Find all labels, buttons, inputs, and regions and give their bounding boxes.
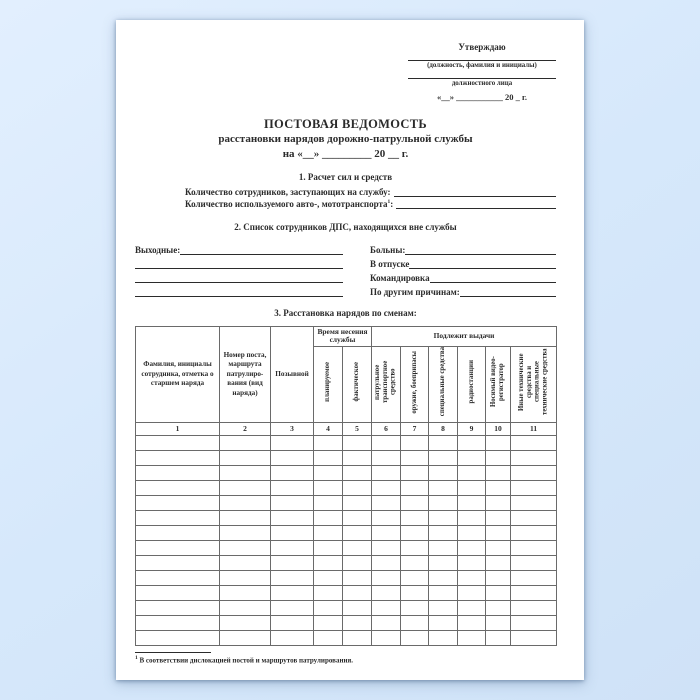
table-cell xyxy=(486,540,511,555)
column-number: 10 xyxy=(486,422,511,435)
table-cell xyxy=(429,510,458,525)
group-header-to-issue: Подлежит выдачи xyxy=(372,326,557,346)
table-cell xyxy=(401,525,429,540)
table-cell xyxy=(372,525,401,540)
table-cell xyxy=(136,585,220,600)
absence-row-vacation xyxy=(370,255,556,269)
table-cell xyxy=(372,540,401,555)
table-cell xyxy=(458,555,486,570)
table-cell xyxy=(511,570,557,585)
table-cell xyxy=(220,555,271,570)
table-cell xyxy=(271,465,314,480)
table-cell xyxy=(458,465,486,480)
table-cell xyxy=(486,570,511,585)
table-cell xyxy=(136,465,220,480)
table-cell xyxy=(136,480,220,495)
column-number: 2 xyxy=(220,422,271,435)
table-row xyxy=(136,570,557,585)
table-cell xyxy=(220,450,271,465)
table-cell xyxy=(486,600,511,615)
table-cell xyxy=(511,525,557,540)
table-cell xyxy=(220,480,271,495)
table-cell xyxy=(458,450,486,465)
table-cell xyxy=(343,570,372,585)
table-cell xyxy=(136,525,220,540)
table-cell xyxy=(458,585,486,600)
table-cell xyxy=(458,480,486,495)
table-cell xyxy=(401,615,429,630)
table-cell xyxy=(511,585,557,600)
col-header-video-recorder: Носимый видео-регистратор xyxy=(486,346,511,422)
table-cell xyxy=(136,435,220,450)
table-cell xyxy=(429,570,458,585)
table-cell xyxy=(429,555,458,570)
table-cell xyxy=(511,435,557,450)
table-cell xyxy=(343,585,372,600)
table-cell xyxy=(372,585,401,600)
table-cell xyxy=(314,510,343,525)
table-cell xyxy=(314,540,343,555)
footnote-text-line xyxy=(135,655,556,664)
absence-row-trip xyxy=(370,269,556,283)
table-cell xyxy=(343,525,372,540)
table-cell xyxy=(511,510,557,525)
table-header xyxy=(136,326,557,435)
approve-caption-position: (должность, фамилия и инициалы) xyxy=(427,62,537,70)
document-title-line1: ПОСТОВАЯ ВЕДОМОСТЬ xyxy=(264,117,427,132)
document-page xyxy=(116,20,584,680)
table-cell xyxy=(314,615,343,630)
table-cell xyxy=(486,465,511,480)
table-cell xyxy=(271,615,314,630)
table-cell xyxy=(511,450,557,465)
table-cell xyxy=(458,540,486,555)
table-cell xyxy=(429,525,458,540)
table-cell xyxy=(271,630,314,645)
table-cell xyxy=(314,600,343,615)
table-cell xyxy=(314,630,343,645)
table-cell xyxy=(343,630,372,645)
table-cell xyxy=(271,570,314,585)
table-cell xyxy=(220,525,271,540)
table-cell xyxy=(220,435,271,450)
table-cell xyxy=(458,435,486,450)
footnote xyxy=(135,652,556,664)
footnote-text: В соответствии дислокацией постой и маршрутов патрулирования. xyxy=(139,656,354,665)
table-cell xyxy=(372,615,401,630)
table-row xyxy=(136,630,557,645)
footnote-rule xyxy=(135,652,211,653)
table-row xyxy=(136,480,557,495)
table-cell xyxy=(372,480,401,495)
table-cell xyxy=(486,480,511,495)
table-cell xyxy=(429,495,458,510)
table-row xyxy=(136,585,557,600)
table-cell xyxy=(136,615,220,630)
table-cell xyxy=(343,510,372,525)
col-header-planned: планируемое xyxy=(314,346,343,422)
column-number: 7 xyxy=(401,422,429,435)
table-cell xyxy=(458,525,486,540)
table-cell xyxy=(271,435,314,450)
table-cell xyxy=(372,495,401,510)
table-cell xyxy=(271,555,314,570)
table-cell xyxy=(511,465,557,480)
table-cell xyxy=(220,495,271,510)
blank-line xyxy=(135,296,343,297)
column-number: 4 xyxy=(314,422,343,435)
col-header-weapons: оружие, боеприпасы xyxy=(401,346,429,422)
col-header-actual: фактическое xyxy=(343,346,372,422)
table-cell xyxy=(271,480,314,495)
field-staff-count xyxy=(185,187,556,197)
table-cell xyxy=(220,540,271,555)
table-cell xyxy=(372,600,401,615)
table-cell xyxy=(429,615,458,630)
blank-line xyxy=(408,53,556,61)
col-header-callsign: Позывной xyxy=(271,326,314,422)
approve-title: Утверждаю xyxy=(458,42,506,52)
col-header-other-technical: Иные технические средства и специальные технические средства xyxy=(511,346,557,422)
col-header-radios: радиостанции xyxy=(458,346,486,422)
table-cell xyxy=(486,555,511,570)
column-number: 8 xyxy=(429,422,458,435)
table-cell xyxy=(401,570,429,585)
column-number: 5 xyxy=(343,422,372,435)
table-cell xyxy=(486,630,511,645)
table-cell xyxy=(220,630,271,645)
table-cell xyxy=(343,495,372,510)
table-row xyxy=(136,465,557,480)
table-cell xyxy=(429,630,458,645)
footnote-marker: 1 xyxy=(387,198,391,205)
absence-blank-row xyxy=(135,283,343,297)
col-header-name: Фамилия, инициалы сотрудника, отметка о старшем наряда xyxy=(136,326,220,422)
table-cell xyxy=(458,495,486,510)
section3-heading: 3. Расстановка нарядов по сменам: xyxy=(274,307,417,318)
table-cell xyxy=(401,465,429,480)
table-row xyxy=(136,540,557,555)
table-cell xyxy=(511,555,557,570)
table-cell xyxy=(401,510,429,525)
table-row xyxy=(136,600,557,615)
shifts-table xyxy=(135,326,557,646)
table-cell xyxy=(220,585,271,600)
table-row xyxy=(136,510,557,525)
approve-caption-official: должностного лица xyxy=(451,79,513,87)
table-cell xyxy=(136,450,220,465)
absence-left-column xyxy=(135,241,343,297)
table-cell xyxy=(271,450,314,465)
table-row xyxy=(136,555,557,570)
table-number-row xyxy=(136,422,557,435)
table-cell xyxy=(372,570,401,585)
approve-block xyxy=(408,42,556,102)
table-cell xyxy=(314,570,343,585)
col-header-post-number: Номер поста, маршрута патрулиро-вания (вид наряда) xyxy=(220,326,271,422)
table-cell xyxy=(401,540,429,555)
table-cell xyxy=(458,510,486,525)
table-cell xyxy=(486,585,511,600)
col-header-patrol-vehicle: патрульное транспортное средство xyxy=(372,346,401,422)
table-cell xyxy=(372,555,401,570)
table-cell xyxy=(136,600,220,615)
column-number: 1 xyxy=(136,422,220,435)
document-title-line2: расстановки нарядов дорожно-патрульной службы xyxy=(218,133,473,146)
table-cell xyxy=(401,555,429,570)
field-staff-count-label: Количество сотрудников, заступающих на службу: xyxy=(185,186,391,197)
footnote-marker: 1 xyxy=(135,654,138,661)
absence-lists xyxy=(135,241,556,297)
absence-blank-row xyxy=(135,269,343,283)
absence-label: Больны: xyxy=(370,244,406,255)
table-cell xyxy=(271,600,314,615)
blank-line xyxy=(396,208,556,209)
table-cell xyxy=(136,570,220,585)
table-cell xyxy=(372,435,401,450)
table-cell xyxy=(486,525,511,540)
table-cell xyxy=(314,480,343,495)
column-number: 9 xyxy=(458,422,486,435)
absence-blank-row xyxy=(135,255,343,269)
table-cell xyxy=(511,480,557,495)
table-cell xyxy=(343,450,372,465)
table-cell xyxy=(429,585,458,600)
table-cell xyxy=(511,600,557,615)
table-cell xyxy=(511,630,557,645)
table-cell xyxy=(314,495,343,510)
table-cell xyxy=(401,435,429,450)
table-cell xyxy=(220,615,271,630)
table-cell xyxy=(136,630,220,645)
table-cell xyxy=(458,570,486,585)
table-cell xyxy=(271,540,314,555)
blank-line xyxy=(408,71,556,79)
table-cell xyxy=(314,525,343,540)
table-cell xyxy=(220,510,271,525)
absence-label: Командировка xyxy=(370,272,430,283)
absence-row-sick xyxy=(370,241,556,255)
table-cell xyxy=(314,465,343,480)
table-cell xyxy=(429,435,458,450)
table-cell xyxy=(458,600,486,615)
table-cell xyxy=(271,510,314,525)
table-row xyxy=(136,525,557,540)
blank-line xyxy=(460,296,556,297)
blank-line xyxy=(394,196,556,197)
table-cell xyxy=(486,615,511,630)
document-title xyxy=(135,116,556,161)
table-cell xyxy=(486,435,511,450)
column-number: 11 xyxy=(511,422,557,435)
absence-label: По другим причинам: xyxy=(370,286,460,297)
table-cell xyxy=(343,600,372,615)
table-cell xyxy=(401,495,429,510)
table-cell xyxy=(314,555,343,570)
table-cell xyxy=(372,510,401,525)
table-cell xyxy=(401,585,429,600)
table-cell xyxy=(486,510,511,525)
table-cell xyxy=(458,615,486,630)
table-cell xyxy=(343,540,372,555)
absence-label: В отпуске xyxy=(370,258,410,269)
table-cell xyxy=(220,600,271,615)
column-number: 6 xyxy=(372,422,401,435)
table-cell xyxy=(314,585,343,600)
table-row xyxy=(136,450,557,465)
document-title-date: на «__» _________ 20 __ г. xyxy=(282,147,409,160)
table-cell xyxy=(372,465,401,480)
field-transport-count-label: Количество используемого авто-, мототранспорта$^1$: xyxy=(185,198,394,209)
table-row xyxy=(136,495,557,510)
table-cell xyxy=(343,615,372,630)
table-cell xyxy=(511,495,557,510)
table-cell xyxy=(220,570,271,585)
table-cell xyxy=(220,465,271,480)
table-cell xyxy=(271,585,314,600)
section1-heading: 1. Расчет сил и средств xyxy=(298,171,393,182)
field-transport-count xyxy=(185,199,556,209)
table-row xyxy=(136,615,557,630)
table-cell xyxy=(401,630,429,645)
table-cell xyxy=(486,450,511,465)
column-number: 3 xyxy=(271,422,314,435)
table-cell xyxy=(136,495,220,510)
table-cell xyxy=(511,540,557,555)
table-cell xyxy=(136,510,220,525)
approve-date-line: «__» ___________ 20 _ г. xyxy=(436,91,528,102)
table-cell xyxy=(429,600,458,615)
table-cell xyxy=(343,465,372,480)
table-cell xyxy=(429,465,458,480)
table-cell xyxy=(401,600,429,615)
table-cell xyxy=(136,555,220,570)
table-cell xyxy=(372,630,401,645)
table-row xyxy=(136,435,557,450)
table-cell xyxy=(401,480,429,495)
table-cell xyxy=(429,480,458,495)
table-cell xyxy=(429,450,458,465)
table-cell xyxy=(343,480,372,495)
group-header-duty-time: Время несения службы xyxy=(314,326,372,346)
table-header-group-row xyxy=(136,326,557,346)
table-cell xyxy=(136,540,220,555)
table-cell xyxy=(486,495,511,510)
table-cell xyxy=(314,450,343,465)
table-cell xyxy=(271,495,314,510)
absence-row-other xyxy=(370,283,556,297)
absence-row-days-off xyxy=(135,241,343,255)
table-cell xyxy=(343,435,372,450)
col-header-special-means: специальные средства xyxy=(429,346,458,422)
section2-heading: 2. Список сотрудников ДПС, находящихся вне службы xyxy=(234,221,457,232)
table-cell xyxy=(343,555,372,570)
table-cell xyxy=(458,630,486,645)
table-cell xyxy=(372,450,401,465)
absence-label: Выходные: xyxy=(135,244,181,255)
absence-right-column xyxy=(370,241,556,297)
table-cell xyxy=(314,435,343,450)
table-cell xyxy=(271,525,314,540)
table-cell xyxy=(511,615,557,630)
table-cell xyxy=(401,450,429,465)
table-cell xyxy=(429,540,458,555)
table-body xyxy=(136,435,557,645)
